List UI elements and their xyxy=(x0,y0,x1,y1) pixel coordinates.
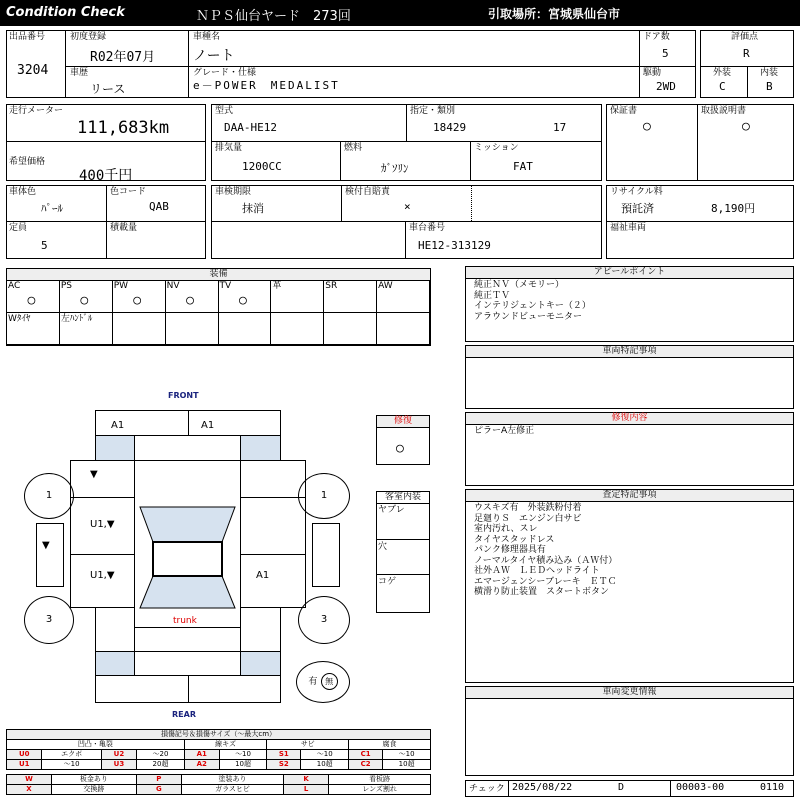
rear-corner-left xyxy=(95,651,135,676)
legend-table xyxy=(6,739,431,770)
equipment-label: AC xyxy=(8,281,21,291)
note-line: 横滑り防止装置 スタートボタン xyxy=(474,587,610,597)
repair-detail-lines xyxy=(474,426,534,437)
equipment-cell xyxy=(60,313,113,345)
wheel-front-right xyxy=(298,473,350,519)
chassis-label: 車台番号 xyxy=(409,223,446,233)
mission-label: ミッション xyxy=(474,143,519,153)
legend-code: U1 xyxy=(7,760,42,770)
note-line: アラウンドビューモニター xyxy=(474,311,583,322)
model-cell xyxy=(211,104,407,142)
mileage-cell xyxy=(6,104,206,142)
rear-gate xyxy=(134,627,241,652)
legend-code: X xyxy=(7,785,52,795)
history-value: リース xyxy=(90,82,126,96)
welfare-cell xyxy=(606,221,794,259)
chassis-cell xyxy=(405,221,602,259)
legend-code: G xyxy=(136,785,181,795)
equipment-cell xyxy=(7,313,60,345)
side-right-strip xyxy=(312,523,340,587)
equipment-cell xyxy=(166,280,219,313)
grade-value: e－POWER MEDALIST xyxy=(193,79,340,92)
warranty-cell xyxy=(606,104,698,181)
equipment-cell xyxy=(166,313,219,345)
drive-value: 2WD xyxy=(656,80,676,93)
note-line: ピラーA左修正 xyxy=(474,426,535,436)
car-name-label: 車種名 xyxy=(193,32,221,42)
cabin-row-burn xyxy=(377,575,429,612)
mileage-value: 111,683km xyxy=(77,118,170,138)
grade-cell xyxy=(188,66,640,98)
recycle-value: 8,190円 xyxy=(711,202,756,215)
cabin-row-tear xyxy=(377,503,429,540)
rear-bumper-divider xyxy=(188,675,189,703)
color-cell xyxy=(6,185,107,222)
front-bumper-divider xyxy=(188,410,189,436)
front-a1-left: A1 xyxy=(111,420,125,431)
inspection-cell xyxy=(211,185,342,222)
manual-value: ○ xyxy=(742,119,750,134)
cabin-tear-label: ヤブレ xyxy=(378,505,405,515)
fender-front-right xyxy=(240,460,306,498)
recycle-label: リサイクル料 xyxy=(610,187,663,197)
cabin-burn-label: コゲ xyxy=(378,577,397,587)
footer-bar xyxy=(465,780,794,797)
legend-desc: 20超 xyxy=(137,760,185,770)
rear-corner-right xyxy=(240,651,281,676)
interior-label: 内装 xyxy=(760,68,779,78)
repair-box xyxy=(376,415,430,465)
equipment-label: 左ﾊﾝﾄﾞﾙ xyxy=(60,314,93,324)
class-value: 17 xyxy=(553,121,567,134)
legend-desc: ガラスヒビ xyxy=(181,785,283,795)
legend-code: U0 xyxy=(7,750,42,760)
appeal-panel xyxy=(465,266,794,342)
color-code-value: QAB xyxy=(149,200,169,213)
legend-code: S2 xyxy=(267,760,301,770)
legend-code: C1 xyxy=(349,750,383,760)
equipment-label: PS xyxy=(60,281,73,291)
fuel-value: ｶﾞｿﾘﾝ xyxy=(381,162,409,175)
spare-prefix: 有 xyxy=(308,677,318,687)
load-label: 積載量 xyxy=(110,223,138,233)
wheel-fr-mark: 1 xyxy=(320,490,328,501)
equipment-cell xyxy=(60,280,113,313)
fuel-cell xyxy=(340,141,471,181)
interior-cell xyxy=(747,66,794,98)
inspection-value: 抹消 xyxy=(242,202,264,215)
repair-detail-title: 修復内容 xyxy=(466,413,793,425)
fender-fl-mark: ▼ xyxy=(90,469,98,480)
manual-label: 取扱説明書 xyxy=(701,106,747,116)
cabin-hole-label: 穴 xyxy=(378,542,388,552)
wheel-front-left xyxy=(24,473,74,519)
price-cell xyxy=(6,141,206,184)
mileage-label: 走行メーター xyxy=(9,106,64,116)
equipment-cell xyxy=(271,313,324,345)
front-grille-area xyxy=(134,435,241,461)
displacement-value: 1200CC xyxy=(242,160,282,173)
note-line: エマージェンシーブレーキ ＥＴＣ xyxy=(474,576,617,587)
first-reg-label: 初度登録 xyxy=(70,32,107,42)
quarter-rear-left xyxy=(95,607,135,652)
note-line: タイヤスタッドレス xyxy=(474,534,555,545)
capacity-label: 定員 xyxy=(9,223,28,233)
legend-desc: 〜10 xyxy=(219,750,267,760)
equipment-cell xyxy=(271,280,324,313)
designation-label: 指定・類別 xyxy=(410,106,456,116)
model-value: DAA-HE12 xyxy=(224,121,277,134)
rating-value: R xyxy=(743,47,750,60)
legend-group: 凹凸・亀裂 xyxy=(7,740,185,750)
repair-title: 修復 xyxy=(377,416,429,428)
color-code-cell xyxy=(106,185,206,222)
legend-desc: 〜10 xyxy=(301,750,349,760)
note-line: 純正ＮＶ（メモリー） xyxy=(474,280,565,290)
rating-cell xyxy=(700,30,794,67)
legend-desc: 〜10 xyxy=(383,750,431,760)
note-line: 純正ＴＶ xyxy=(474,290,511,301)
legend-code: S1 xyxy=(267,750,301,760)
footer-div2 xyxy=(670,781,671,796)
change-info-panel xyxy=(465,686,794,776)
left-side-mark: ▼ xyxy=(42,540,50,551)
trunk-label: trunk xyxy=(173,616,197,626)
price-value: 400千円 xyxy=(79,168,133,184)
door-rr-mark: A1 xyxy=(256,570,270,581)
car-name-cell xyxy=(188,30,640,67)
displacement-label: 排気量 xyxy=(215,143,243,153)
insurance-cell xyxy=(341,185,602,222)
chassis-value: HE12-313129 xyxy=(418,239,491,252)
header-left-title: Condition Check xyxy=(6,5,125,20)
header-center-title: ＮＰＳ仙台ヤード 273回 xyxy=(196,9,351,24)
wheel-rl-mark: 3 xyxy=(45,614,53,625)
equipment-cell xyxy=(324,313,377,345)
repair-value: ○ xyxy=(396,441,404,456)
legend-code: A2 xyxy=(184,760,219,770)
equipment-label: TV xyxy=(219,281,232,291)
lot-cell xyxy=(6,30,66,98)
legend-desc: 10超 xyxy=(219,760,267,770)
equipment-value: ○ xyxy=(238,293,247,308)
appeal-lines xyxy=(474,280,591,322)
equipment-cell xyxy=(324,280,377,313)
equipment-cell xyxy=(7,280,60,313)
legend-desc: レンズ割れ xyxy=(329,785,431,795)
equipment-label: NV xyxy=(166,281,180,291)
equipment-cell xyxy=(113,313,166,345)
fuel-label: 燃料 xyxy=(344,143,363,153)
equipment-panel xyxy=(6,268,431,346)
header-location: 引取場所：宮城県仙台市 xyxy=(488,7,621,21)
legend-code: C2 xyxy=(349,760,383,770)
legend-group: サビ xyxy=(267,740,349,750)
legend-desc: 交換跡 xyxy=(52,785,137,795)
legend-code: A1 xyxy=(184,750,219,760)
first-reg-cell xyxy=(65,30,189,67)
car-name-value: ノート xyxy=(193,48,235,64)
front-a1-right: A1 xyxy=(201,420,215,431)
footer-date: 2025/08/22 xyxy=(512,782,573,793)
equipment-value: ○ xyxy=(186,293,194,308)
legend-desc: 看板跡 xyxy=(329,775,431,785)
insurance-value: × xyxy=(404,200,411,213)
door-rear-left xyxy=(70,554,135,608)
lot-value: 3204 xyxy=(17,63,49,78)
change-info-title: 車両変更情報 xyxy=(466,687,793,699)
equipment-cell xyxy=(377,280,430,313)
side-left-strip xyxy=(36,523,64,587)
legend-desc: 塗装あり xyxy=(181,775,283,785)
model-label: 型式 xyxy=(215,106,234,116)
equipment-cell xyxy=(377,313,430,345)
wheel-rear-left xyxy=(24,596,74,644)
lot-label: 出品番号 xyxy=(9,32,46,42)
rear-label: REAR xyxy=(172,710,196,719)
equipment-title: 装備 xyxy=(7,269,430,281)
equipment-value: ○ xyxy=(80,293,89,308)
equipment-cell xyxy=(219,280,272,313)
note-line: インテリジェントキー（２） xyxy=(474,301,591,311)
legend-desc: 〜10 xyxy=(42,760,101,770)
legend-code: U2 xyxy=(101,750,136,760)
insurance-divider xyxy=(471,186,472,221)
inspection-notes-panel xyxy=(465,489,794,683)
warranty-label: 保証書 xyxy=(610,106,638,116)
appeal-title: アピールポイント xyxy=(466,267,793,279)
vehicle-notes-panel xyxy=(465,345,794,409)
front-corner-right xyxy=(240,435,281,461)
legend-desc: 〜20 xyxy=(137,750,185,760)
equipment-label: 革 xyxy=(272,281,282,291)
capacity-cell xyxy=(6,221,107,259)
first-reg-value: R02年07月 xyxy=(90,50,156,65)
body-center-lines xyxy=(134,460,241,628)
blank-cell xyxy=(211,221,406,259)
exterior-value: C xyxy=(719,80,726,93)
displacement-cell xyxy=(211,141,341,181)
legend-group: 腐食 xyxy=(349,740,431,750)
exterior-cell xyxy=(700,66,748,98)
cabin-box xyxy=(376,491,430,613)
inspection-label: 車検期限 xyxy=(215,187,252,197)
footer-serial: 0110 xyxy=(760,782,785,793)
footer-number: 00003-00 xyxy=(676,782,725,793)
exterior-label: 外装 xyxy=(713,68,732,78)
repair-detail-panel xyxy=(465,412,794,486)
legend-desc: 10超 xyxy=(301,760,349,770)
equipment-label: PW xyxy=(113,281,129,291)
equipment-cell xyxy=(219,313,272,345)
footer-check-label: チェック xyxy=(469,784,505,794)
drive-label: 駆動 xyxy=(643,68,662,78)
interior-value: B xyxy=(766,80,773,93)
front-corner-left xyxy=(95,435,135,461)
capacity-value: 5 xyxy=(41,239,48,252)
legend-bottom-table xyxy=(6,774,431,795)
door-front-right xyxy=(240,497,306,555)
door-fl-mark: U1,▼ xyxy=(90,519,115,530)
note-line: ウスキズ有 外装鉄粉付着 xyxy=(474,503,582,513)
mission-cell xyxy=(470,141,602,181)
equipment-cell xyxy=(113,280,166,313)
damage-legend xyxy=(6,729,431,797)
legend-group: 線キズ xyxy=(184,740,267,750)
recycle-status: 預託済 xyxy=(621,202,654,215)
warranty-value: ○ xyxy=(643,119,651,134)
price-label: 希望価格 xyxy=(9,157,46,167)
spare-tire xyxy=(296,661,350,703)
grade-label: グレード・仕様 xyxy=(193,68,257,78)
note-line: 室内汚れ、スレ xyxy=(474,524,538,534)
footer-div1 xyxy=(508,781,509,796)
note-line: 社外ＡＷ ＬＥＤヘッドライト xyxy=(474,566,600,576)
fender-front-left xyxy=(70,460,135,498)
wheel-rr-mark: 3 xyxy=(320,614,328,625)
load-cell xyxy=(106,221,206,259)
doors-cell xyxy=(639,30,696,67)
recycle-cell xyxy=(606,185,794,222)
quarter-rear-right xyxy=(240,607,281,652)
welfare-label: 福祉車両 xyxy=(610,223,647,233)
footer-code: D xyxy=(618,782,625,793)
legend-desc: エクボ xyxy=(42,750,101,760)
rating-label: 評価点 xyxy=(731,32,759,42)
equipment-label: Wﾀｲﾔ xyxy=(8,314,31,324)
note-line: ノーマルタイヤ積み込み（ＡＷ付） xyxy=(474,555,618,566)
equipment-value: ○ xyxy=(133,293,142,308)
cabin-row-hole xyxy=(377,540,429,575)
inspection-notes-lines xyxy=(474,503,617,598)
legend-code: L xyxy=(284,785,329,795)
legend-title: 損傷記号＆損傷サイズ（〜最大cm） xyxy=(6,729,431,740)
equipment-label: SR xyxy=(325,281,338,291)
damage-diagram xyxy=(0,385,380,725)
door-rl-mark: U1,▼ xyxy=(90,570,115,581)
legend-code: K xyxy=(284,775,329,785)
color-code-label: 色コード xyxy=(110,187,147,197)
inspection-notes-title: 査定特記事項 xyxy=(466,490,793,502)
color-label: 車体色 xyxy=(9,187,37,197)
legend-code: P xyxy=(136,775,181,785)
insurance-label: 検付自賠責 xyxy=(345,187,391,197)
doors-label: ドア数 xyxy=(643,32,670,42)
note-line: パンク修理器具有 xyxy=(474,545,546,555)
mission-value: FAT xyxy=(513,160,533,173)
wheel-fl-mark: 1 xyxy=(45,490,53,501)
legend-desc: 板金あり xyxy=(52,775,137,785)
header-bar xyxy=(0,0,800,26)
designation-value: 18429 xyxy=(433,121,467,134)
manual-cell xyxy=(697,104,794,181)
note-line: 足廻りＳ エンジン白サビ xyxy=(474,513,582,524)
equipment-grid xyxy=(7,280,430,345)
color-value: ﾊﾟｰﾙ xyxy=(41,202,63,215)
vehicle-notes-title: 車両特記事項 xyxy=(466,346,793,358)
front-label: FRONT xyxy=(168,391,199,400)
designation-cell xyxy=(406,104,602,142)
drive-cell xyxy=(639,66,696,98)
legend-code: W xyxy=(7,775,52,785)
spare-none-icon: 無 xyxy=(321,673,338,690)
door-rear-right xyxy=(240,554,306,608)
cabin-title: 客室内装 xyxy=(377,492,429,504)
legend-desc: 10超 xyxy=(383,760,431,770)
legend-code: U3 xyxy=(101,760,136,770)
equipment-label: AW xyxy=(378,281,393,291)
history-label: 車歴 xyxy=(70,68,89,78)
wheel-rear-right xyxy=(298,596,350,644)
doors-value: 5 xyxy=(662,47,669,60)
history-cell xyxy=(65,66,189,98)
equipment-value: ○ xyxy=(27,293,36,308)
